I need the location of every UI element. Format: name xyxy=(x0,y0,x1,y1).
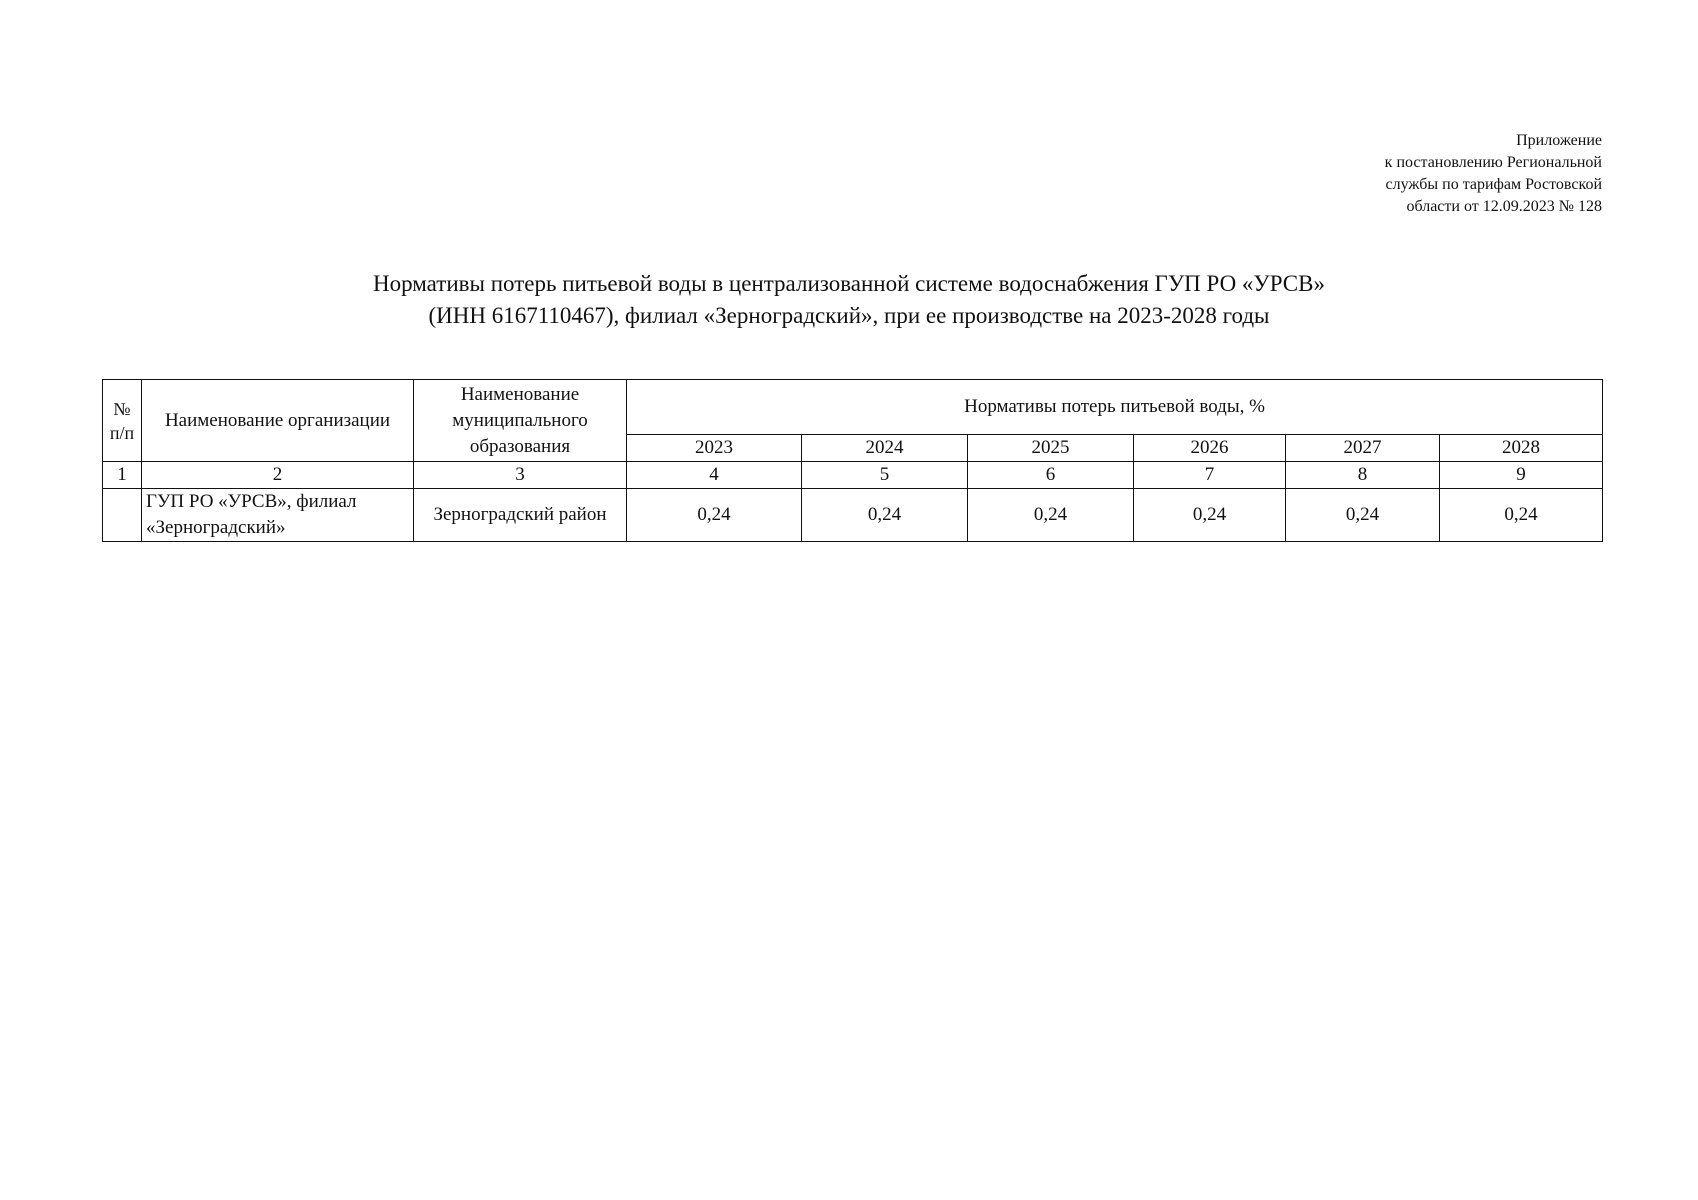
year-cell: 2027 xyxy=(1286,435,1440,462)
value-cell: 0,24 xyxy=(627,489,802,542)
header-norms: Нормативы потерь питьевой воды, % xyxy=(627,380,1603,435)
column-number-cell: 2 xyxy=(142,462,414,489)
appendix-line: области от 12.09.2023 № 128 xyxy=(1406,198,1602,215)
header-organization: Наименование организации xyxy=(142,380,414,462)
header-row xyxy=(103,380,1603,435)
title-line: Нормативы потерь питьевой воды в централизованной системе водоснабжения ГУП РО «УРСВ» xyxy=(373,271,1325,296)
appendix-line: к постановлению Региональной xyxy=(1384,154,1602,171)
value-cell: 0,24 xyxy=(968,489,1134,542)
year-cell: 2024 xyxy=(802,435,968,462)
appendix-line: Приложение xyxy=(1516,132,1602,149)
value-cell: 0,24 xyxy=(1440,489,1603,542)
municipality-cell: Зерноградский район xyxy=(414,489,627,542)
column-number-cell: 8 xyxy=(1286,462,1440,489)
norms-table xyxy=(102,379,1603,542)
column-number-cell: 5 xyxy=(802,462,968,489)
year-cell: 2025 xyxy=(968,435,1134,462)
column-number-cell: 3 xyxy=(414,462,627,489)
row-number xyxy=(103,489,142,542)
value-cell: 0,24 xyxy=(802,489,968,542)
column-number-cell: 6 xyxy=(968,462,1134,489)
table-row xyxy=(103,489,1603,542)
year-cell: 2023 xyxy=(627,435,802,462)
organization-cell: ГУП РО «УРСВ», филиал «Зерноградский» xyxy=(142,489,414,542)
header-number: № п/п xyxy=(103,380,142,462)
header-municipality: Наименование муниципального образования xyxy=(414,380,627,462)
document-title xyxy=(0,268,1698,332)
value-cell: 0,24 xyxy=(1134,489,1286,542)
value-cell: 0,24 xyxy=(1286,489,1440,542)
column-number-cell: 4 xyxy=(627,462,802,489)
year-cell: 2028 xyxy=(1440,435,1603,462)
column-number-cell: 7 xyxy=(1134,462,1286,489)
year-cell: 2026 xyxy=(1134,435,1286,462)
column-number-cell: 9 xyxy=(1440,462,1603,489)
column-number-cell: 1 xyxy=(103,462,142,489)
appendix-reference xyxy=(1385,130,1602,218)
title-line: (ИНН 6167110467), филиал «Зерноградский», при ее производстве на 2023-2028 годы xyxy=(428,303,1270,328)
column-number-row xyxy=(103,462,1603,489)
appendix-line: службы по тарифам Ростовской xyxy=(1385,176,1602,193)
